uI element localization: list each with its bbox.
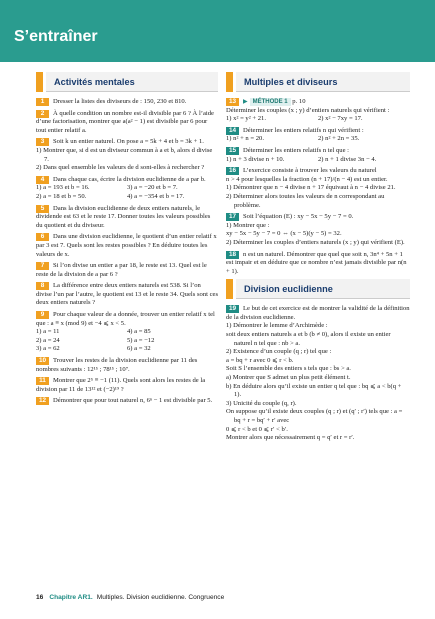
question-2: 2) Déterminer les couples d’entiers naturels (x ; y) qui vérifient (E). [226,238,405,246]
answer-grid [226,156,410,165]
list-item: 5) a = −12 [127,336,155,344]
list-item: 2) n + 1 divise 3n − 4. [318,155,377,163]
page-footer [36,594,224,602]
equivalence: xy − 5x − 5y − 7 = 0 ⇔ (x − 5)(y − 5) = 32. [226,230,342,238]
section-title: Division euclidienne [244,284,333,295]
exercise-number: 9 [36,311,49,319]
list-item: 1) x² = y² + 21. [226,115,266,123]
exercise-text: n est un naturel. Démontrer que quel que soit n, 3n⁴ + 5n + 1 est impair et en déduire que ce nombre n’est jamais divisible par n(n + 1). [226,250,407,275]
exercise-number: 7 [36,262,49,270]
exercise-number: 13 [226,98,239,106]
chapter-title: Multiples. Division euclidienne. Congruence [96,594,225,601]
list-item: 2) n² + 2n = 35. [318,135,360,143]
line: Montrer alors que nécessairement q = q′ et r = r′. [226,434,355,442]
line: 2) Existence d’un couple (q ; r) tel que : [226,348,332,356]
answer-grid [226,135,410,144]
exercise-number: 10 [36,357,49,365]
right-column [226,72,410,446]
list-item: 4) a = −354 et b = 17. [127,192,185,200]
exercise-text: Déterminer les couples (x ; y) d’entiers naturels qui vérifient : [226,106,390,114]
exercise-text: Montrer que 2⁵ ≡ −1 (11). Quels sont alors les restes de la division par 11 de 13¹² et (−2)¹⁹ ? [36,377,206,393]
answer-grid [36,184,218,201]
exercise-text: Démontrer que pour tout naturel n, 6ⁿ − 1 est divisible par 5. [53,397,213,405]
section-title: Activités mentales [54,77,135,87]
exercise-text: L’exercice consiste à trouver les valeurs du naturel [243,167,377,175]
line: a) Montrer que S admet un plus petit élément t. [226,374,351,382]
exercise-15 [226,147,410,164]
exercise-number: 8 [36,282,49,290]
exercise-text: Trouver les restes de la division euclidienne par 11 des nombres suivants : 12¹⁵ ; 78¹⁵ ; 10⁷. [36,357,198,373]
list-item: 3) a = −20 et b = 7. [127,184,178,192]
exercise-14 [226,127,410,144]
exercise-17 [226,213,410,247]
exercise-text: Pour chaque valeur de a donnée, trouver un entier relatif x tel que : a ≡ x (mod 9) et −4 ⩽ x < 5. [36,311,215,327]
exercise-4 [36,176,218,202]
question-1: 1) Démontrer que n − 4 divise n + 17 équivaut à n − 4 divise 21. [226,184,396,192]
exercise-5 [36,205,218,231]
list-item: 4) a = 85 [127,328,151,336]
exercise-text: Déterminer les entiers relatifs n qui vérifient : [243,126,364,134]
section-header-activites-mentales [36,72,218,94]
exercise-6 [36,233,218,259]
page-reference: p. 10 [292,98,306,105]
exercise-number: 17 [226,213,239,221]
page-number: 16 [36,594,44,601]
exercise-number: 4 [36,176,49,184]
exercise-number: 11 [36,377,49,385]
exercise-11 [36,377,218,394]
page-title: S’entraîner [14,28,98,45]
exercise-number: 19 [226,305,239,313]
list-item: 1) n² + n = 20. [226,135,264,143]
list-item: 3) a = 62 [36,345,60,353]
exercise-number: 14 [226,127,239,135]
question-2: 2) Déterminer alors toutes les valeurs de n correspondant au problème. [226,192,385,209]
exercise-number: 5 [36,205,49,213]
exercise-text: La différence entre deux entiers naturels est 538. Si l’on divise l’un par l’autre, le quotient est 13 et le reste 34. Quels sont ces deux entiers naturels ? [36,282,219,307]
exercise-number: 3 [36,138,49,146]
exercise-18 [226,251,410,277]
exercise-text: À quelle condition un nombre est-il divisible par 6 ? À l’aide d’une factorisation, montrer que a(a² − 1) est divisible par 6 pour tout entier relatif a. [36,109,214,134]
exercise-1 [36,98,218,107]
exercise-text: Soit k un entier naturel. On pose a = 5k + 4 et b = 3k + 1. [53,138,204,146]
exercise-text: Dresser la listes des diviseurs de : 150, 230 et 810. [53,98,187,105]
exercise-text: Si l’on divise un entier a par 18, le reste est 13. Quel est le reste de la division de a par 6 ? [36,262,207,278]
section-accent-stripe [226,72,233,92]
question-1: 1) Montrer que : [226,221,270,229]
section-accent-stripe [36,72,43,92]
answer-grid [36,328,218,354]
exercise-8 [36,282,218,308]
exercise-number: 16 [226,167,239,175]
exercise-text-cont: n > 4 pour lesquelles la fraction (n + 17)/(n − 4) est un entier. [226,175,388,183]
line: Soit S l’ensemble des entiers s tels que : bs > a. [226,365,351,373]
list-item: 1) a = 11 [36,328,60,336]
play-arrow-icon: ▶ [243,99,248,105]
list-item: 2) a = 18 et b = 50. [36,192,87,200]
methode-link[interactable]: MÉTHODE 1 [250,98,291,106]
exercise-10 [36,357,218,374]
exercise-19 [226,305,410,443]
list-item: 2) x² − 7xy = 17. [318,115,363,123]
section-header-multiples [226,72,410,94]
exercise-3 [36,138,218,172]
exercise-text: Dans chaque cas, écrire la division euclidienne de a par b. [53,175,206,183]
line: On suppose qu’il existe deux couples (q ; r) et (q′ ; r′) tels que : a = bq + r = bq′ + r′ avec [226,408,403,424]
exercise-2 [36,110,218,136]
exercise-16 [226,167,410,210]
exercise-9 [36,311,218,354]
line: a = bq + r avec 0 ⩽ r < b. [226,356,294,364]
exercise-text: Le but de cet exercice est de montrer la validité de la définition de la division euclidienne. [226,305,410,321]
list-item: 1) n + 3 divise n + 10. [226,155,285,163]
left-column [36,72,218,409]
question-2: 2) Dans quel ensemble les valeurs de d sont-elles à rechercher ? [36,164,205,172]
chapter-label: Chapitre AR1. [49,594,93,601]
line: b) En déduire alors qu’il existe un entier q tel que : bq ⩽ a < b(q + 1). [226,382,402,399]
line: 0 ⩽ r < b et 0 ⩽ r′ < b′. [226,425,288,433]
question-1: 1) Montrer que, si d est un diviseur commun à a et b, alors d divise 7. [36,146,213,163]
exercise-text: Déterminer les entiers relatifs n tel que : [243,146,350,154]
exercise-number: 2 [36,110,49,118]
line: 1) Démontrer le lemme d’Archimède : [226,322,328,330]
exercise-13 [226,98,410,124]
answer-grid [226,115,410,124]
exercise-text: Soit l’équation (E) : xy − 5x − 5y − 7 = 0. [243,213,354,221]
list-item: 1) a = 193 et b = 16. [36,184,90,192]
exercise-number: 6 [36,233,49,241]
list-item: 6) a = 32 [127,345,151,353]
chapter-banner [0,0,435,62]
exercise-text: Dans la division euclidienne de deux entiers naturels, le dividende est 63 et le reste 17. Donner toutes les valeurs possibles du quotient et du diviseur. [36,204,211,229]
exercise-number: 18 [226,251,239,259]
section-header-division [226,279,410,301]
exercise-number: 1 [36,98,49,106]
section-accent-stripe [226,279,233,299]
exercise-number: 12 [36,397,49,405]
line: soit deux entiers naturels a et b (b ≠ 0), alors il existe un entier naturel n tel que : nb > a. [226,331,391,347]
line: 3) Unicité du couple (q, r). [226,399,297,407]
list-item: 2) a = 24 [36,336,60,344]
section-title: Multiples et diviseurs [244,77,338,87]
exercise-7 [36,262,218,279]
exercise-text: Dans une division euclidienne, le quotient d’un entier relatif x par 3 est 7. Quels sont les restes possibles ? En déduire toutes les valeurs de x. [36,233,217,258]
exercise-12 [36,397,218,406]
exercise-number: 15 [226,147,239,155]
